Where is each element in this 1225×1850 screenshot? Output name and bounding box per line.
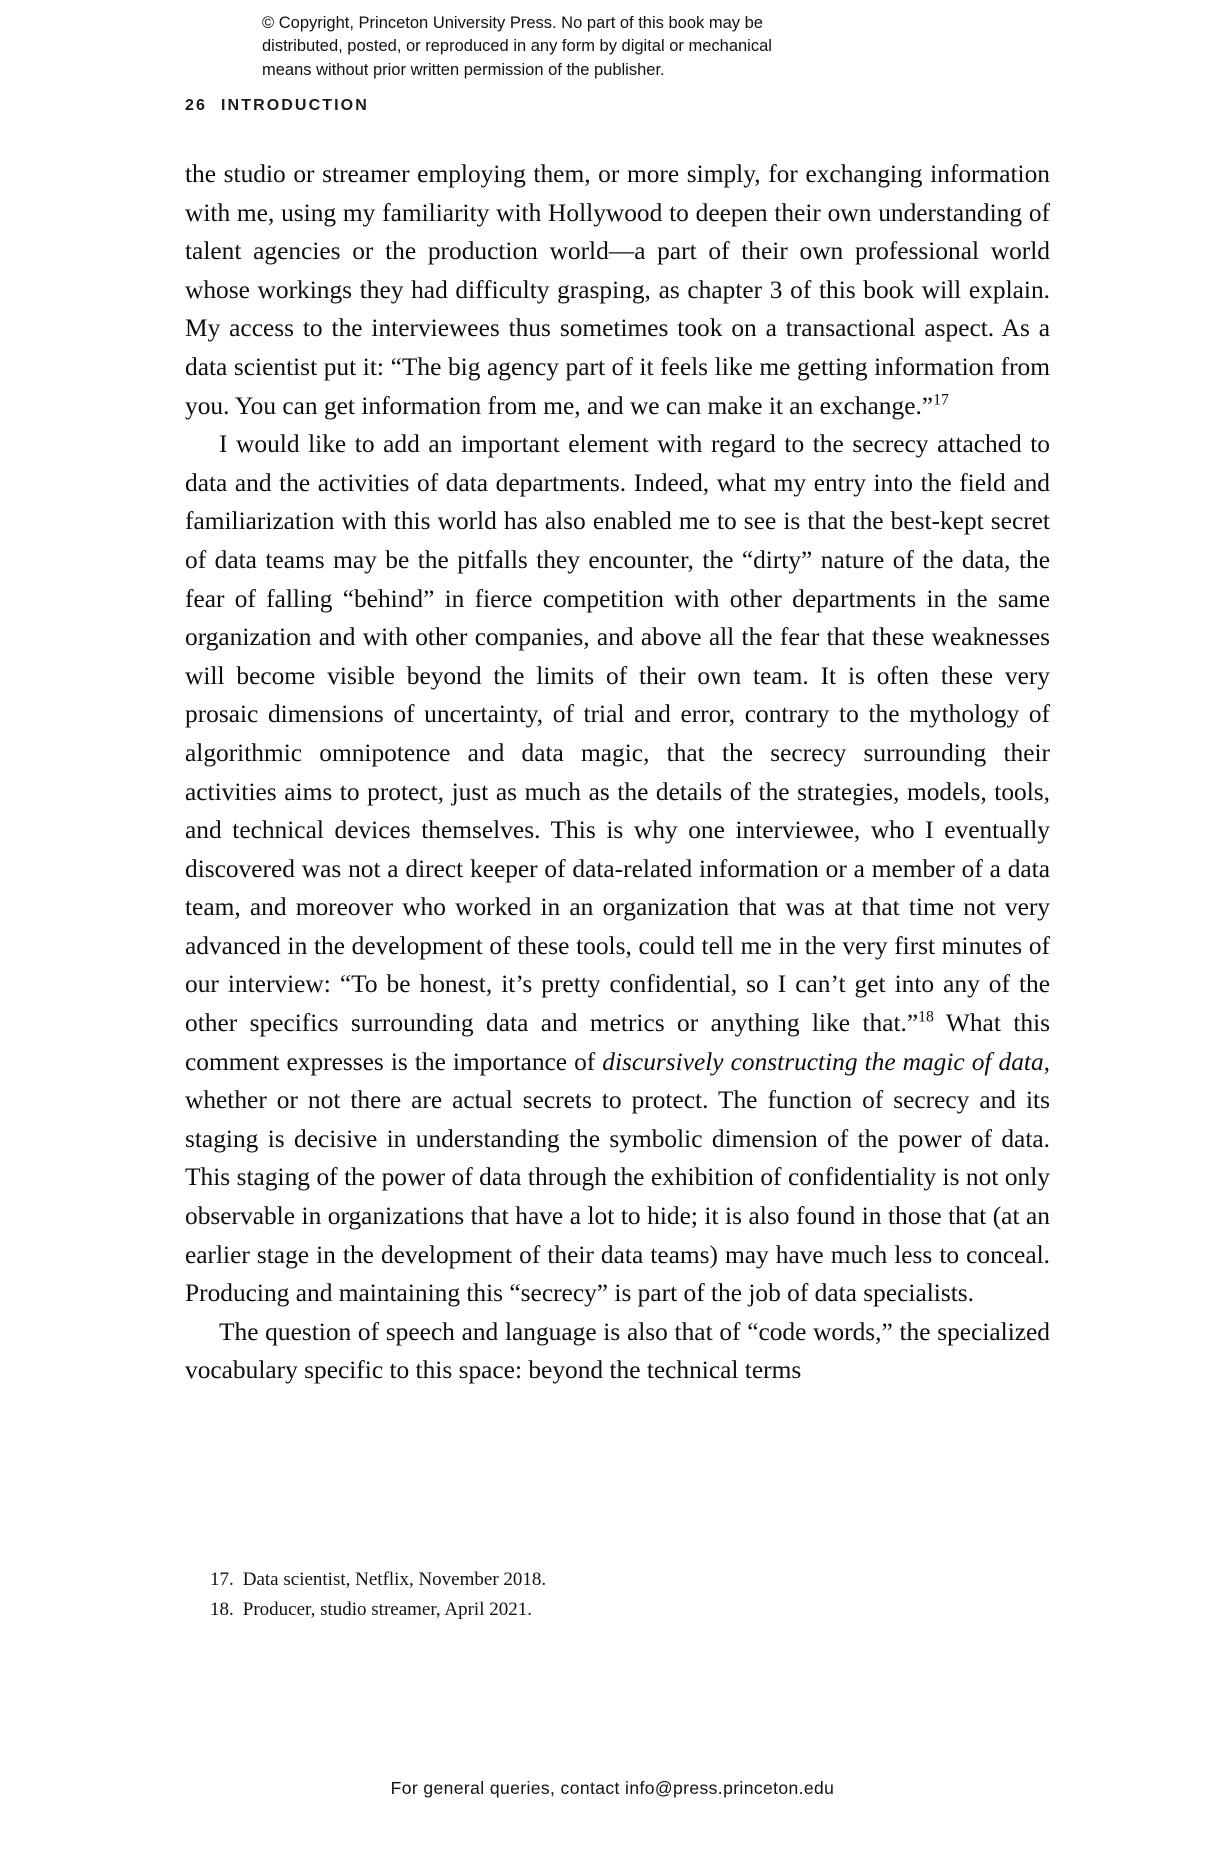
footnote-text: Data scientist, Netflix, November 2018. xyxy=(242,1569,547,1590)
paragraph-secrecy xyxy=(185,425,1050,1313)
footnote-ref-18: 18 xyxy=(918,1008,934,1026)
footnote-list xyxy=(185,1565,1050,1625)
paragraph-2-part-3: , whether or not there are actual secrets to protect. The function of secrecy and its staging is decisive in understanding the symbolic dimension of the power of data. This staging of the power of data through the exhibition of confidentiality is not only observable in organizations that have a lot to hide; it is also found in those that (at an earlier stage in the development of their data teams) may have much less to conceal. Producing and maintaining this “secrecy” is part of the job of data specialists. xyxy=(185,1047,1050,1308)
footnote-number: 18. xyxy=(210,1599,234,1620)
footnote-item xyxy=(185,1565,1050,1595)
paragraph-1-text: the studio or streamer employing them, or more simply, for exchanging information with me, using my familiarity with Hollywood to deepen their own understanding of talent agencies or the production world—a part of their own professional world whose workings they had difficulty grasping, as chapter 3 of this book will explain. My access to the interviewees thus sometimes took on a transactional aspect. As a data scientist put it: “The big agency part of it feels like me getting information from you. You can get information from me, and we can make it an exchange.” xyxy=(185,160,1050,420)
page-footer: For general queries, contact info@press.princeton.edu xyxy=(390,1778,835,1798)
copyright-line-3: means without prior written permission of the publisher. xyxy=(262,60,665,79)
copyright-notice xyxy=(262,12,962,82)
footnote-number: 17. xyxy=(210,1569,234,1590)
footnote-item xyxy=(185,1595,1050,1625)
chapter-title: INTRODUCTION xyxy=(221,97,369,114)
copyright-line-1: © Copyright, Princeton University Press. No part of this book may be xyxy=(262,14,763,32)
copyright-line-2: distributed, posted, or reproduced in any form by digital or mechanical xyxy=(262,37,772,56)
footnote-ref-17: 17 xyxy=(933,391,949,409)
running-head xyxy=(185,97,369,115)
paragraph-2-emphasis: discursively constructing the magic of data xyxy=(602,1047,1044,1076)
page-number: 26 xyxy=(185,97,207,114)
paragraph-2-part-2: What this comment expresses is the importance of xyxy=(185,1009,1051,1076)
paragraph-code-words: The question of speech and language is also that of “code words,” the specialized vocabulary specific to this space: beyond the technical terms xyxy=(185,1317,1050,1385)
paragraph-continued xyxy=(185,155,1050,425)
body-text xyxy=(185,155,1050,1390)
footnote-text: Producer, studio streamer, April 2021. xyxy=(242,1599,532,1620)
paragraph-2-part-1: I would like to add an important element with regard to the secrecy attached to data and the activities of data departments. Indeed, what my entry into the field and familiarization with this world has also enabled me to see is that the best-kept secret of data teams may be the pitfalls they encounter, the “dirty” nature of the data, the fear of falling “behind” in fierce competition with other departments in the same organization and with other companies, and above all the fear that these weaknesses will become visible beyond the limits of their own team. It is often these very prosaic dimensions of uncertainty, of trial and error, contrary to the mythology of algorithmic omnipotence and data magic, that the secrecy surrounding their activities aims to protect, just as much as the details of the strategies, models, tools, and technical devices themselves. This is why one interviewee, who I eventually discovered was not a direct keeper of data-related information or a member of a data team, and moreover who worked in an organization that was at that time not very advanced in the development of these tools, could tell me in the very first minutes of our interview: “To be honest, it’s pretty confidential, so I can’t get into any of the other specifics surrounding data and metrics or anything like that.” xyxy=(185,430,1050,1038)
